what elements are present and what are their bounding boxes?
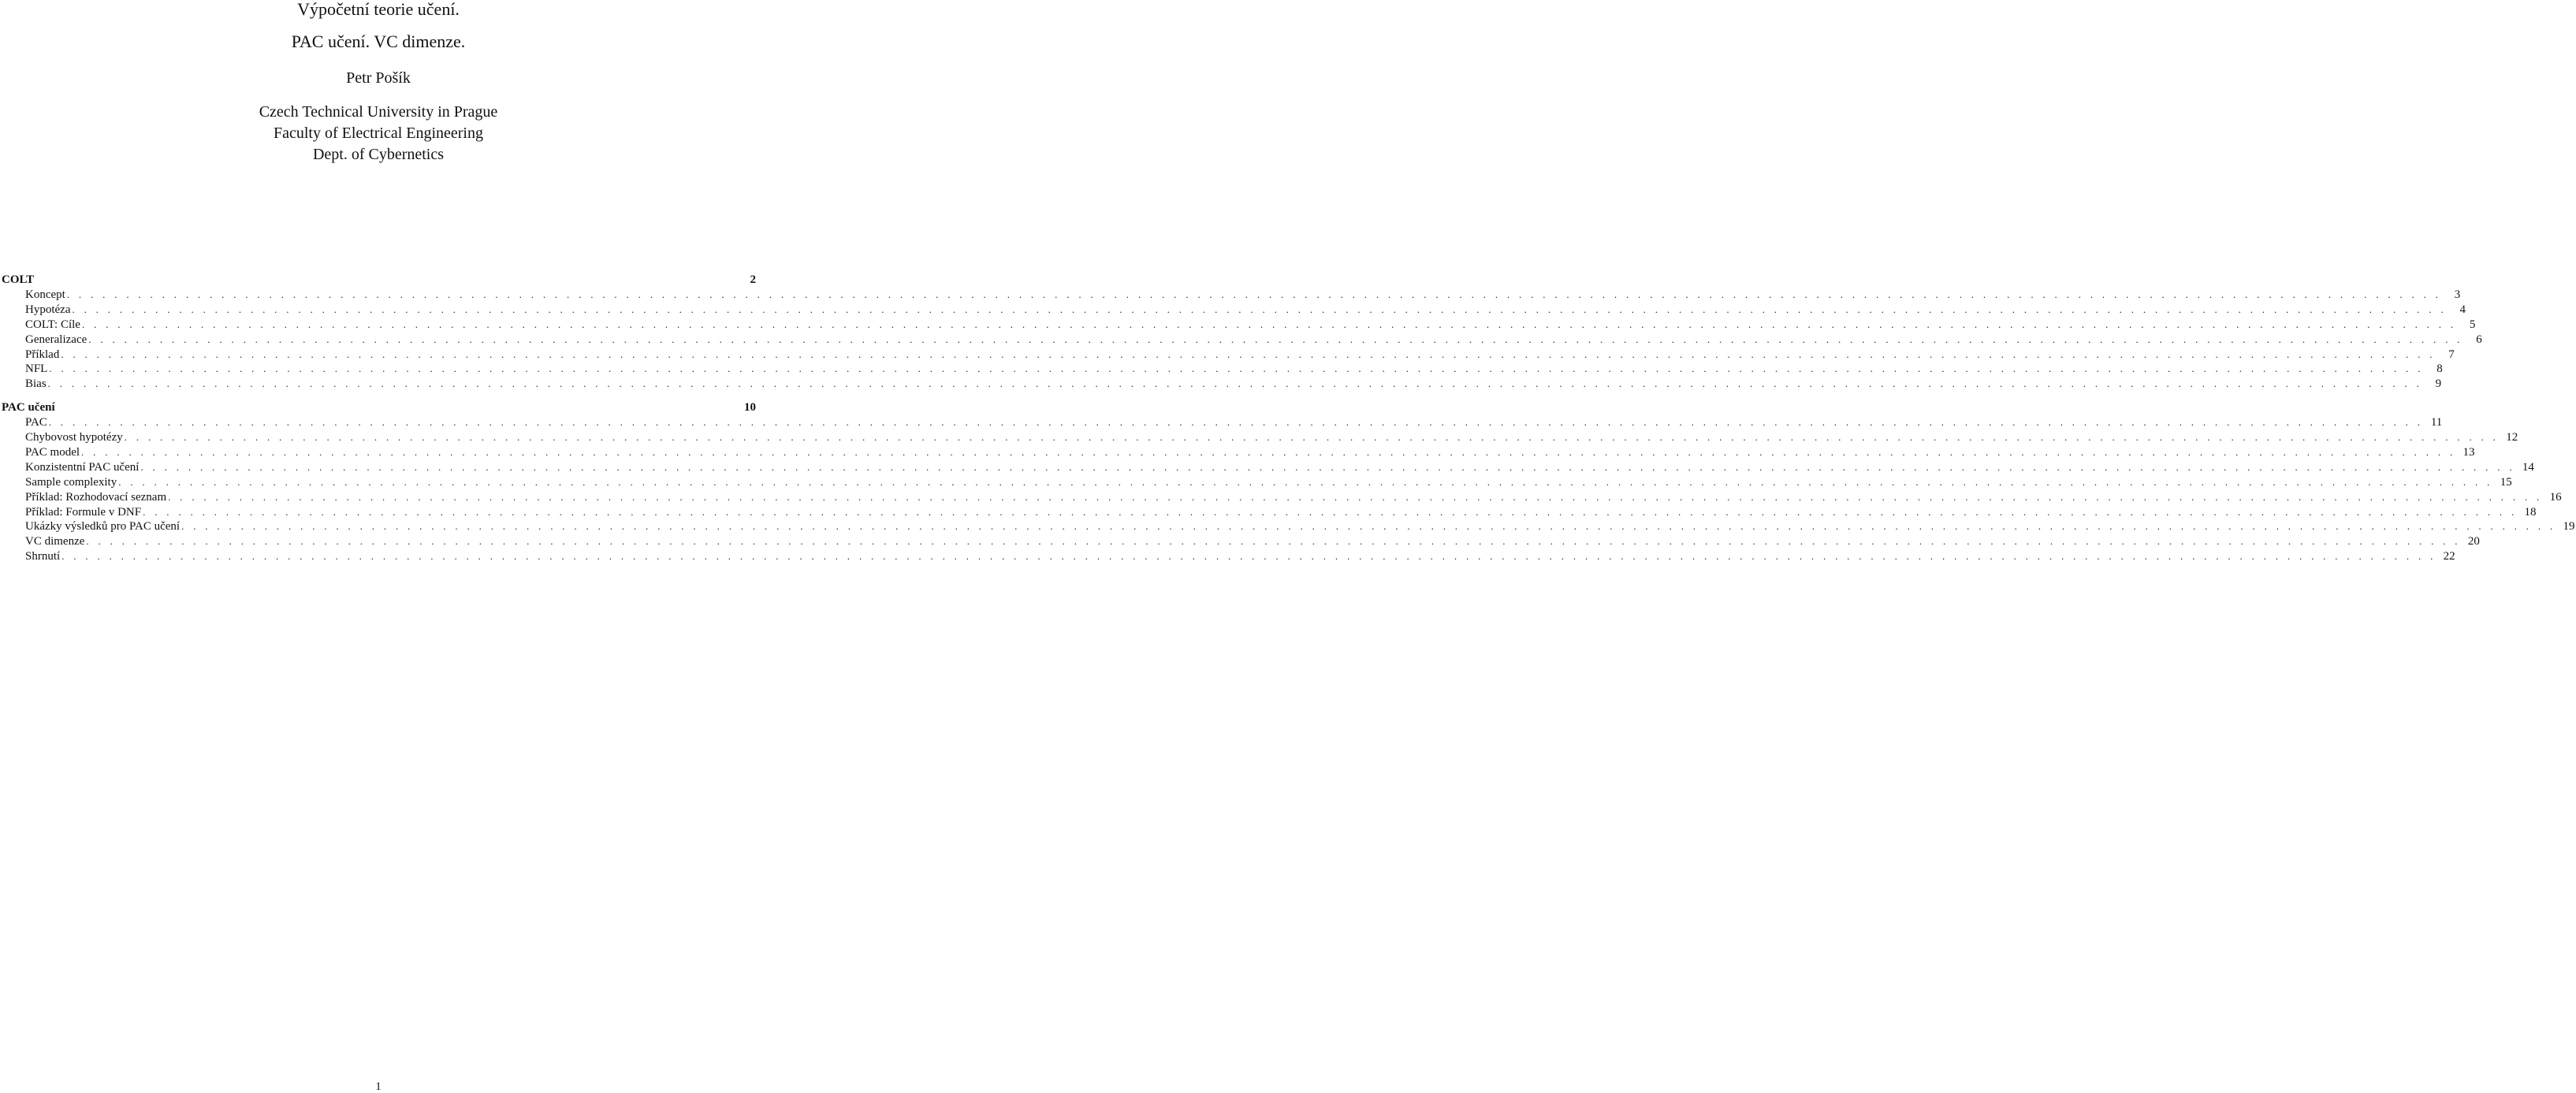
toc-leader-dots: . . . . . . . . . . . . . . . . . . . . . . . . . . . . . . . . . . . . . . . . . . . . . . . . . . . . . . . . . . . . . . . . . . . . . . . . . . . . . . . . . . . . . . . . . . . . . . . . . . . . . . . . . . . . . . . . . . . . . . . . . . . . . . . . . . . . . . . . . . . . . . . . . . . . . . . . . . . . . . . . . . . . . . . . . . . . . . . . . . . . . . . . . . . . . . . . . . . . . . . . — [118, 475, 2493, 488]
toc-entry-page: 12 — [2506, 431, 2518, 444]
toc-section-heading[interactable] — [2, 273, 757, 288]
toc-entry-page: 13 — [2462, 446, 2475, 459]
toc-entry[interactable] — [2, 490, 2562, 505]
toc-leader-dots: . . . . . . . . . . . . . . . . . . . . . . . . . . . . . . . . . . . . . . . . . . . . . . . . . . . . . . . . . . . . . . . . . . . . . . . . . . . . . . . . . . . . . . . . . . . . . . . . . . . . . . . . . . . . . . . . . . . . . . . . . . . . . . . . . . . . . . . . . . . . . . . . . . . . . . . . . . . . . . . . . . . . . . . . . . . . . . . . . . . . . . . . . . . . . . . . . . . . . . . . — [143, 505, 2518, 518]
toc-leader-dots: . . . . . . . . . . . . . . . . . . . . . . . . . . . . . . . . . . . . . . . . . . . . . . . . . . . . . . . . . . . . . . . . . . . . . . . . . . . . . . . . . . . . . . . . . . . . . . . . . . . . . . . . . . . . . . . . . . . . . . . . . . . . . . . . . . . . . . . . . . . . . . . . . . . . . . . . . . . . . . . . . . . . . . . . . . . . . . . . . . . . . . . . . . . . . . . . . . . . . . . . — [49, 362, 2424, 375]
document-title-line-1: Výpočetní teorie učení. — [297, 0, 460, 19]
toc-entry-label: Koncept — [25, 288, 65, 301]
toc-entry[interactable] — [2, 415, 2443, 430]
toc-entry-label: Hypotéza — [25, 303, 71, 316]
toc-entry-page: 14 — [2522, 460, 2534, 474]
toc-entry-label: Chybovost hypotézy — [25, 431, 123, 444]
toc-entry-page: 7 — [2448, 348, 2455, 361]
toc-leader-dots: . . . . . . . . . . . . . . . . . . . . . . . . . . . . . . . . . . . . . . . . . . . . . . . . . . . . . . . . . . . . . . . . . . . . . . . . . . . . . . . . . . . . . . . . . . . . . . . . . . . . . . . . . . . . . . . . . . . . . . . . . . . . . . . . . . . . . . . . . . . . . . . . . . . . . . . . . . . . . . . . . . . . . . . . . . . . . . . . . . . . . . . . . . . . . . . . . . . . . . . . — [61, 550, 2436, 563]
toc-section — [2, 273, 2482, 392]
toc-entry-label: Bias — [25, 377, 47, 391]
toc-leader-dots: . . . . . . . . . . . . . . . . . . . . . . . . . . . . . . . . . . . . . . . . . . . . . . . . . . . . . . . . . . . . . . . . . . . . . . . . . . . . . . . . . . . . . . . . . . . . . . . . . . . . . . . . . . . . . . . . . . . . . . . . . . . . . . . . . . . . . . . . . . . . . . . . . . . . . . . . . . . . . . . . . . . . . . . . . . . . . . . . . . . . . . . . . . . . . . . . . . . . . . . . — [168, 490, 2543, 503]
table-of-contents — [2, 273, 2575, 573]
toc-entry-label: Konzistentní PAC učení — [25, 460, 140, 474]
toc-entry-label: Generalizace — [25, 333, 87, 346]
toc-entry-page: 3 — [2454, 288, 2461, 301]
toc-leader-dots: . . . . . . . . . . . . . . . . . . . . . . . . . . . . . . . . . . . . . . . . . . . . . . . . . . . . . . . . . . . . . . . . . . . . . . . . . . . . . . . . . . . . . . . . . . . . . . . . . . . . . . . . . . . . . . . . . . . . . . . . . . . . . . . . . . . . . . . . . . . . . . . . . . . . . . . . . . . . . . . . . . . . . . . . . . . . . . . . . . . . . . . . . . . . . . . . . . . . . . . . — [88, 333, 2463, 345]
page-number: 1 — [375, 1080, 382, 1093]
toc-section-title: PAC učení — [2, 401, 55, 415]
toc-entry-label: COLT: Cíle — [25, 318, 80, 331]
toc-entry-label: Příklad — [25, 348, 60, 361]
toc-entry-page: 16 — [2549, 490, 2562, 504]
toc-entry-label: VC dimenze — [25, 535, 85, 548]
toc-entry[interactable] — [2, 519, 2575, 534]
toc-leader-dots: . . . . . . . . . . . . . . . . . . . . . . . . . . . . . . . . . . . . . . . . . . . . . . . . . . . . . . . . . . . . . . . . . . . . . . . . . . . . . . . . . . . . . . . . . . . . . . . . . . . . . . . . . . . . . . . . . . . . . . . . . . . . . . . . . . . . . . . . . . . . . . . . . . . . . . . . . . . . . . . . . . . . . . . . . . . . . . . . . . . . . . . . . . . . . . . . . . . . . . . . — [124, 431, 2500, 444]
toc-entry-page: 5 — [2469, 318, 2476, 331]
toc-entry-page: 4 — [2459, 303, 2466, 316]
toc-section — [2, 400, 2575, 564]
toc-section-title: COLT — [2, 273, 35, 286]
toc-section-heading[interactable] — [2, 400, 757, 415]
toc-entry-label: Ukázky výsledků pro PAC učení — [25, 520, 181, 533]
toc-entry[interactable] — [2, 318, 2476, 333]
affiliation-department: Dept. of Cybernetics — [312, 146, 445, 163]
toc-entry[interactable] — [2, 303, 2466, 318]
toc-leader-dots: . . . . . . . . . . . . . . . . . . . . . . . . . . . . . . . . . . . . . . . . . . . . . . . . . . . . . . . . . . . . . . . . . . . . . . . . . . . . . . . . . . . . . . . . . . . . . . . . . . . . . . . . . . . . . . . . . . . . . . . . . . . . . . . . . . . . . . . . . . . . . . . . . . . . . . . . . . . . . . . . . . . . . . . . . . . . . . . . . . . . . . . . . . . . . . . . . . . . . . . . — [181, 520, 2556, 533]
toc-entry-page: 15 — [2500, 475, 2512, 489]
toc-entry[interactable] — [2, 430, 2518, 445]
toc-entry-label: Příklad: Rozhodovací seznam — [25, 490, 167, 504]
toc-entry-page: 9 — [2435, 377, 2442, 391]
toc-entry-page: 8 — [2436, 362, 2443, 376]
toc-entry[interactable] — [2, 475, 2512, 490]
toc-entry[interactable] — [2, 534, 2480, 549]
affiliation-university: Czech Technical University in Prague — [259, 103, 498, 121]
toc-section-page: 10 — [744, 401, 756, 415]
toc-entry[interactable] — [2, 460, 2534, 475]
toc-leader-dots: . . . . . . . . . . . . . . . . . . . . . . . . . . . . . . . . . . . . . . . . . . . . . . . . . . . . . . . . . . . . . . . . . . . . . . . . . . . . . . . . . . . . . . . . . . . . . . . . . . . . . . . . . . . . . . . . . . . . . . . . . . . . . . . . . . . . . . . . . . . . . . . . . . . . . . . . . . . . . . . . . . . . . . . . . . . . . . . . . . . . . . . . . . . . . . . . . . . . . . . . — [66, 288, 2442, 300]
toc-leader-dots: . . . . . . . . . . . . . . . . . . . . . . . . . . . . . . . . . . . . . . . . . . . . . . . . . . . . . . . . . . . . . . . . . . . . . . . . . . . . . . . . . . . . . . . . . . . . . . . . . . . . . . . . . . . . . . . . . . . . . . . . . . . . . . . . . . . . . . . . . . . . . . . . . . . . . . . . . . . . . . . . . . . . . . . . . . . . . . . . . . . . . . . . . . . . . . . . . . . . . . . . — [47, 377, 2423, 390]
toc-entry-page: 19 — [2563, 520, 2575, 533]
toc-entry-label: Příklad: Formule v DNF — [25, 505, 142, 519]
toc-entry[interactable] — [2, 348, 2455, 362]
toc-entry-page: 6 — [2476, 333, 2482, 346]
toc-entry-page: 22 — [2443, 550, 2455, 563]
toc-entry-page: 18 — [2524, 505, 2537, 519]
toc-leader-dots: . . . . . . . . . . . . . . . . . . . . . . . . . . . . . . . . . . . . . . . . . . . . . . . . . . . . . . . . . . . . . . . . . . . . . . . . . . . . . . . . . . . . . . . . . . . . . . . . . . . . . . . . . . . . . . . . . . . . . . . . . . . . . . . . . . . . . . . . . . . . . . . . . . . . . . . . . . . . . . . . . . . . . . . . . . . . . . . . . . . . . . . . . . . . . . . . . . . . . . . . — [61, 348, 2436, 360]
toc-entry[interactable] — [2, 505, 2537, 520]
toc-entry[interactable] — [2, 549, 2455, 564]
toc-leader-dots: . . . . . . . . . . . . . . . . . . . . . . . . . . . . . . . . . . . . . . . . . . . . . . . . . . . . . . . . . . . . . . . . . . . . . . . . . . . . . . . . . . . . . . . . . . . . . . . . . . . . . . . . . . . . . . . . . . . . . . . . . . . . . . . . . . . . . . . . . . . . . . . . . . . . . . . . . . . . . . . . . . . . . . . . . . . . . . . . . . . . . . . . . . . . . . . . . . . . . . . . — [81, 318, 2457, 330]
toc-entry[interactable] — [2, 362, 2443, 377]
document-title-line-2: PAC učení. VC dimenze. — [291, 32, 466, 51]
toc-leader-dots: . . . . . . . . . . . . . . . . . . . . . . . . . . . . . . . . . . . . . . . . . . . . . . . . . . . . . . . . . . . . . . . . . . . . . . . . . . . . . . . . . . . . . . . . . . . . . . . . . . . . . . . . . . . . . . . . . . . . . . . . . . . . . . . . . . . . . . . . . . . . . . . . . . . . . . . . . . . . . . . . . . . . . . . . . . . . . . . . . . . . . . . . . . . . . . . . . . . . . . . . — [48, 416, 2424, 429]
toc-section-page: 2 — [750, 273, 756, 286]
toc-leader-dots: . . . . . . . . . . . . . . . . . . . . . . . . . . . . . . . . . . . . . . . . . . . . . . . . . . . . . . . . . . . . . . . . . . . . . . . . . . . . . . . . . . . . . . . . . . . . . . . . . . . . . . . . . . . . . . . . . . . . . . . . . . . . . . . . . . . . . . . . . . . . . . . . . . . . . . . . . . . . . . . . . . . . . . . . . . . . . . . . . . . . . . . . . . . . . . . . . . . . . . . . — [86, 535, 2461, 548]
toc-entry-label: PAC model — [25, 446, 80, 459]
toc-entry[interactable] — [2, 445, 2475, 460]
toc-entry-page: 11 — [2430, 416, 2443, 429]
affiliation-faculty: Faculty of Electrical Engineering — [273, 125, 483, 142]
toc-entry-label: Shrnutí — [25, 550, 61, 563]
toc-entry-page: 20 — [2467, 535, 2480, 548]
author-name: Petr Pošík — [346, 69, 411, 87]
toc-leader-dots: . . . . . . . . . . . . . . . . . . . . . . . . . . . . . . . . . . . . . . . . . . . . . . . . . . . . . . . . . . . . . . . . . . . . . . . . . . . . . . . . . . . . . . . . . . . . . . . . . . . . . . . . . . . . . . . . . . . . . . . . . . . . . . . . . . . . . . . . . . . . . . . . . . . . . . . . . . . . . . . . . . . . . . . . . . . . . . . . . . . . . . . . . . . . . . . . . . . . . . . . — [81, 446, 2456, 459]
toc-entry[interactable] — [2, 377, 2442, 392]
toc-entry[interactable] — [2, 333, 2482, 348]
toc-entry[interactable] — [2, 288, 2461, 303]
toc-entry-label: PAC — [25, 416, 47, 429]
toc-leader-dots: . . . . . . . . . . . . . . . . . . . . . . . . . . . . . . . . . . . . . . . . . . . . . . . . . . . . . . . . . . . . . . . . . . . . . . . . . . . . . . . . . . . . . . . . . . . . . . . . . . . . . . . . . . . . . . . . . . . . . . . . . . . . . . . . . . . . . . . . . . . . . . . . . . . . . . . . . . . . . . . . . . . . . . . . . . . . . . . . . . . . . . . . . . . . . . . . . . . . . . . . — [72, 303, 2447, 315]
toc-entry-label: Sample complexity — [25, 475, 117, 489]
toc-leader-dots: . . . . . . . . . . . . . . . . . . . . . . . . . . . . . . . . . . . . . . . . . . . . . . . . . . . . . . . . . . . . . . . . . . . . . . . . . . . . . . . . . . . . . . . . . . . . . . . . . . . . . . . . . . . . . . . . . . . . . . . . . . . . . . . . . . . . . . . . . . . . . . . . . . . . . . . . . . . . . . . . . . . . . . . . . . . . . . . . . . . . . . . . . . . . . . . . . . . . . . . . — [140, 460, 2515, 473]
toc-entry-label: NFL — [25, 362, 48, 376]
